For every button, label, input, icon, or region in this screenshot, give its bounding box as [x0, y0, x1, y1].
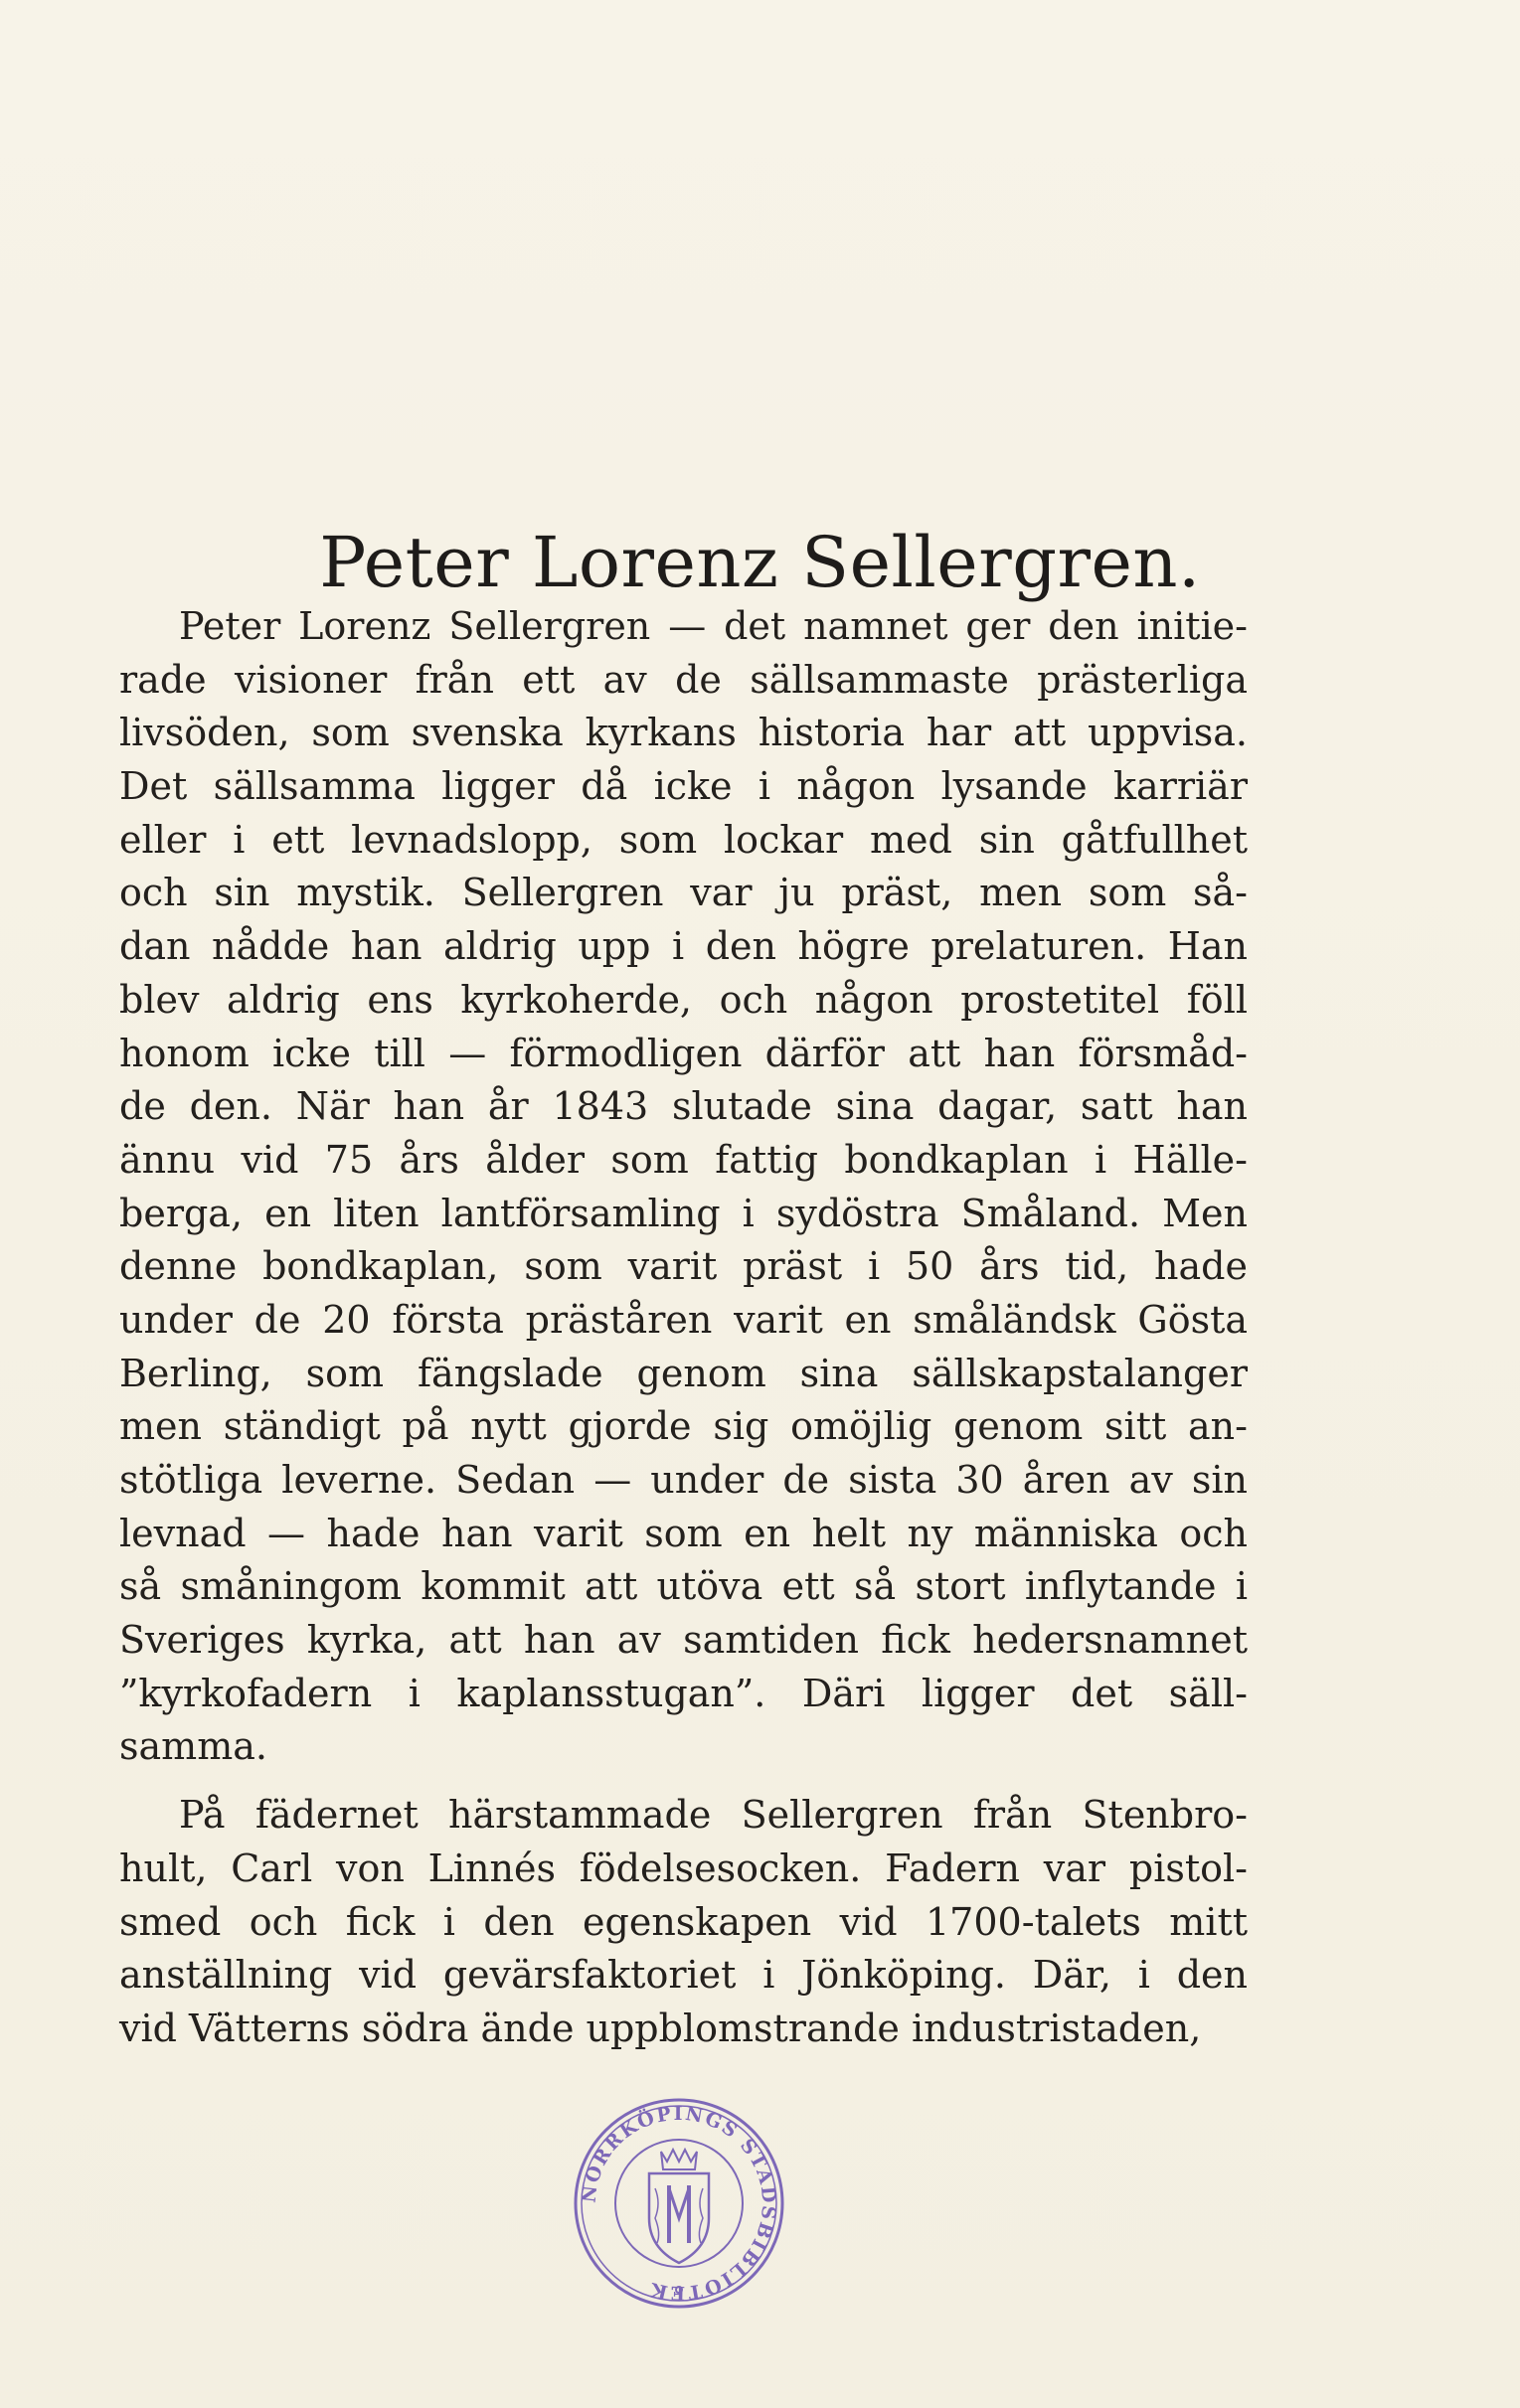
text-line: Det sällsamma ligger då icke i någon lysande karriär	[119, 764, 1248, 809]
page-title: Peter Lorenz Sellergren.	[319, 521, 1201, 603]
text-line: ”kyrkofadern i kaplansstugan”. Däri ligger det säll-	[119, 1671, 1248, 1715]
text-line: denne bondkaplan, som varit präst i 50 års tid, hade	[119, 1244, 1248, 1289]
text-line: och sin mystik. Sellergren var ju präst, men som så-	[119, 871, 1248, 915]
text-line: Berling, som fängslade genom sina sällskapstalanger	[119, 1351, 1248, 1395]
text-line: levnad — hade han varit som en helt ny människa och	[119, 1511, 1248, 1555]
text-line: På fädernet härstammade Sellergren från Stenbro-	[179, 1793, 1248, 1838]
text-line: anställning vid gevärsfaktoriet i Jönköping. Där, i den	[119, 1953, 1248, 1998]
text-line: hult, Carl von Linnés födelsesocken. Fadern var pistol-	[119, 1846, 1248, 1890]
text-line: blev aldrig ens kyrkoherde, och någon prostetitel föll	[119, 977, 1248, 1022]
text-line: honom icke till — förmodligen därför att han försmåd-	[119, 1031, 1248, 1075]
text-line: Sveriges kyrka, att han av samtiden fick hedersnamnet	[119, 1618, 1248, 1663]
text-line: ännu vid 75 års ålder som fattig bondkaplan i Hälle-	[119, 1137, 1248, 1182]
body-text	[119, 600, 1248, 2056]
text-line: under de 20 första präståren varit en småländsk Gösta	[119, 1297, 1248, 1342]
library-stamp	[570, 2094, 788, 2313]
svg-text:NORRKÖPINGS STADSBIBLIOTEK: NORRKÖPINGS STADSBIBLIOTEK	[578, 2102, 780, 2305]
text-line: men ständigt på nytt gjorde sig omöjlig genom sitt an-	[119, 1404, 1248, 1449]
text-line: stötliga leverne. Sedan — under de sista 30 åren av sin	[119, 1458, 1248, 1502]
text-line: berga, en liten lantförsamling i sydöstra Småland. Men	[119, 1191, 1248, 1235]
text-line: rade visioner från ett av de sällsammaste prästerliga	[119, 657, 1248, 702]
text-line: eller i ett levnadslopp, som lockar med sin gåtfullhet	[119, 817, 1248, 862]
text-line: de den. När han år 1843 slutade sina dagar, satt han	[119, 1084, 1248, 1129]
text-line: Peter Lorenz Sellergren — det namnet ger den initie-	[179, 604, 1248, 648]
text-line: så småningom kommit att utöva ett så stort inflytande i	[119, 1564, 1248, 1609]
text-line: livsöden, som svenska kyrkans historia har att uppvisa.	[119, 711, 1248, 755]
text-line: vid Vätterns södra ände uppblomstrande industristaden,	[119, 2006, 1202, 2050]
text-line: samma.	[119, 1724, 267, 1769]
text-line: smed och fick i den egenskapen vid 1700-talets mitt	[119, 1899, 1248, 1944]
text-line: dan nådde han aldrig upp i den högre prelaturen. Han	[119, 924, 1248, 969]
